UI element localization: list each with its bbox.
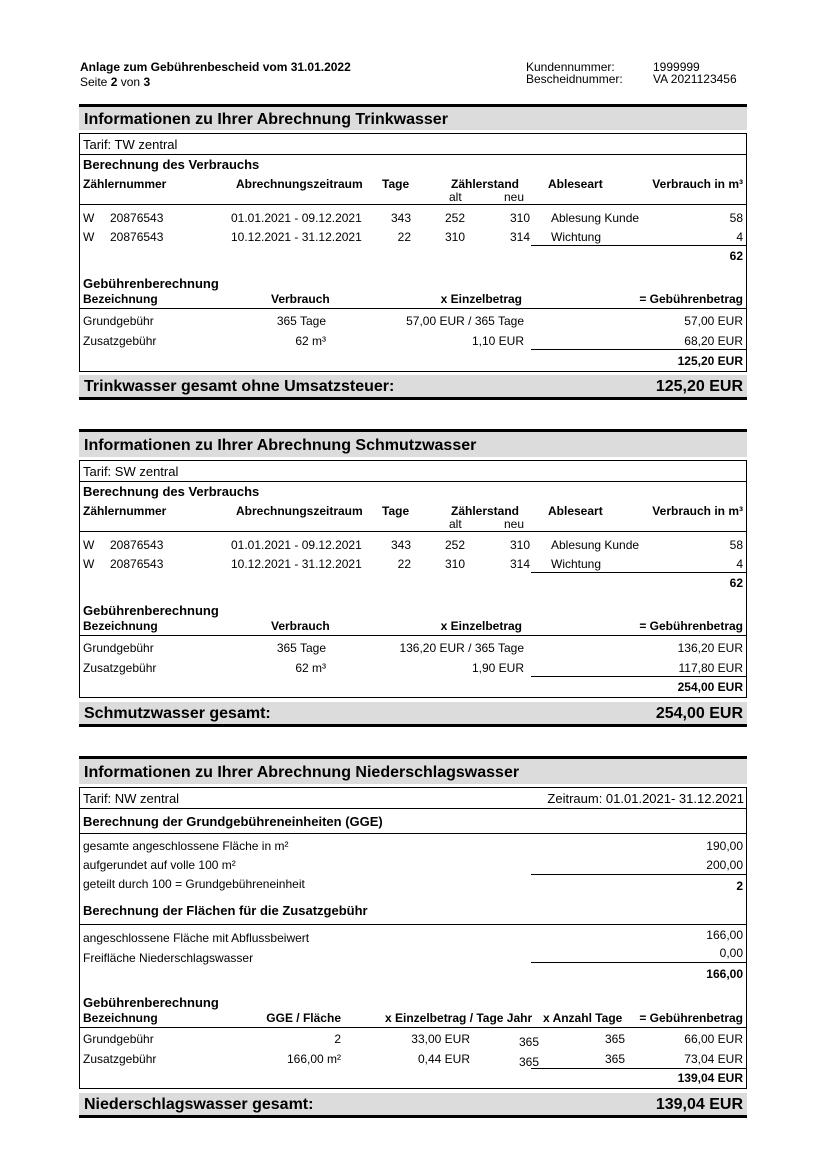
col-type-header: Ableseart <box>548 177 603 191</box>
total-bar-trinkwasser <box>79 375 747 400</box>
col-reading-header: Zählerstand <box>451 504 520 518</box>
row-new: 314 <box>509 557 530 571</box>
row-meter: 20876543 <box>110 557 164 571</box>
fee-usage: 62 m³ <box>295 661 326 675</box>
fee-unit: 57,00 EUR / 365 Tage <box>406 314 524 328</box>
tariff-label: Tarif: NW zentral <box>83 791 180 806</box>
fee-amount: 68,20 EUR <box>684 334 743 348</box>
row-usage: 4 <box>736 230 743 244</box>
fee-col-usage-header: Verbrauch <box>271 619 330 633</box>
fee-col-unit-header: x Einzelbetrag <box>440 619 522 633</box>
divider <box>79 204 747 205</box>
fee-amount: 57,00 EUR <box>684 314 743 328</box>
total-label: Niederschlagswasser gesamt: <box>84 1096 314 1113</box>
fee-total: 139,04 EUR <box>677 1071 743 1085</box>
fee-col-unit-header: x Einzelbetrag <box>440 292 522 306</box>
row-days: 343 <box>390 211 411 225</box>
fee-gge: 166,00 m² <box>286 1052 341 1066</box>
total-value: 254,00 EUR <box>655 705 743 722</box>
sum-line <box>531 245 746 246</box>
col-period-header: Abrechnungszeitraum <box>236 504 363 518</box>
usage-calc-title: Berechnung des Verbrauchs <box>83 484 260 499</box>
row-period: 10.12.2021 - 31.12.2021 <box>231 230 362 244</box>
row-usage: 4 <box>736 557 743 571</box>
section-header-niederschlagswasser <box>79 756 747 784</box>
fee-name: Grundgebühr <box>83 1032 154 1046</box>
fee-col-gge-header: GGE / Fläche <box>266 1011 341 1025</box>
row-kind: W <box>83 557 95 571</box>
fee-col-name-header: Bezeichnung <box>83 619 158 633</box>
area-total: 166,00 <box>706 967 743 981</box>
row-period: 01.01.2021 - 09.12.2021 <box>231 538 362 552</box>
sum-line <box>531 874 746 875</box>
fee-name: Zusatzgebühr <box>83 661 157 675</box>
gge-calc-title: Berechnung der Grundgebühreneinheiten (GGE) <box>83 814 383 829</box>
row-old: 310 <box>444 230 465 244</box>
col-usage-header: Verbrauch in m³ <box>652 177 743 191</box>
fee-amount: 117,80 EUR <box>678 661 743 675</box>
row-usage: 58 <box>729 538 743 552</box>
sum-line <box>531 962 746 963</box>
fee-total: 125,20 EUR <box>677 354 743 368</box>
sum-line <box>531 572 746 573</box>
row-new: 314 <box>509 230 530 244</box>
notice-number-value: VA 2021123456 <box>653 72 737 86</box>
section-title: Informationen zu Ihrer Abrechnung Trinkwasser <box>84 111 448 128</box>
row-new: 310 <box>509 538 530 552</box>
col-new-header: neu <box>504 517 525 531</box>
divider <box>79 154 747 155</box>
gge-value: 2 <box>736 879 743 893</box>
fee-gge: 2 <box>334 1032 341 1046</box>
row-type: Wichtung <box>551 230 602 244</box>
fee-unit: 1,90 EUR <box>471 661 524 675</box>
gge-label: gesamte angeschlossene Fläche in m² <box>83 839 289 853</box>
row-kind: W <box>83 538 95 552</box>
fee-col-name-header: Bezeichnung <box>83 292 158 306</box>
divider <box>79 833 747 834</box>
fee-amount: 66,00 EUR <box>684 1032 743 1046</box>
area-label: angeschlossene Fläche mit Abflussbeiwert <box>83 931 310 945</box>
fee-usage: 365 Tage <box>276 641 326 655</box>
col-new-header: neu <box>504 190 525 204</box>
row-meter: 20876543 <box>110 211 164 225</box>
row-period: 01.01.2021 - 09.12.2021 <box>231 211 362 225</box>
fee-unit: 33,00 EUR <box>411 1032 470 1046</box>
row-old: 310 <box>444 557 465 571</box>
page-prefix: Seite <box>80 75 108 89</box>
total-label: Trinkwasser gesamt ohne Umsatzsteuer: <box>84 378 395 395</box>
tariff-label: Tarif: SW zentral <box>83 464 179 479</box>
fee-unit: 1,10 EUR <box>471 334 524 348</box>
total-label: Schmutzwasser gesamt: <box>84 705 271 722</box>
col-meter-header: Zählernummer <box>83 177 167 191</box>
page-current: 2 <box>110 75 118 89</box>
fee-usage: 62 m³ <box>295 334 326 348</box>
row-type: Ablesung Kunde <box>551 538 640 552</box>
row-old: 252 <box>444 538 465 552</box>
area-value: 166,00 <box>706 928 743 942</box>
fee-amount: 73,04 EUR <box>684 1052 743 1066</box>
gge-label: geteilt durch 100 = Grundgebühreneinheit <box>83 877 305 891</box>
page-number <box>80 75 150 89</box>
row-days: 343 <box>390 538 411 552</box>
divider <box>79 481 747 482</box>
row-kind: W <box>83 230 95 244</box>
fee-col-days-header: x Anzahl Tage <box>543 1011 623 1025</box>
gge-label: aufgerundet auf volle 100 m² <box>83 858 236 872</box>
fee-unit: 136,20 EUR / 365 Tage <box>399 641 524 655</box>
fee-usage: 365 Tage <box>276 314 326 328</box>
section-header-trinkwasser <box>79 104 747 130</box>
total-value: 125,20 EUR <box>655 378 743 395</box>
col-reading-header: Zählerstand <box>451 177 520 191</box>
fee-days: 365 <box>604 1032 625 1046</box>
row-type: Wichtung <box>551 557 602 571</box>
area-label: Freifläche Niederschlagswasser <box>83 951 254 965</box>
row-meter: 20876543 <box>110 230 164 244</box>
col-days-header: Tage <box>382 504 410 518</box>
fee-name: Grundgebühr <box>83 314 154 328</box>
row-days: 22 <box>397 557 411 571</box>
fee-days: 365 <box>604 1052 625 1066</box>
gge-value: 200,00 <box>706 858 743 872</box>
sum-line <box>531 1068 746 1069</box>
fee-amount: 136,20 EUR <box>677 641 743 655</box>
period-label: Zeitraum: 01.01.2021- 31.12.2021 <box>547 791 744 806</box>
tariff-label: Tarif: TW zentral <box>83 137 178 152</box>
fee-col-amount-header: = Gebührenbetrag <box>639 1011 743 1025</box>
divider <box>79 1027 747 1028</box>
col-old-header: alt <box>449 190 462 204</box>
fee-name: Grundgebühr <box>83 641 154 655</box>
col-period-header: Abrechnungszeitraum <box>236 177 363 191</box>
fee-calc-title: Gebührenberechnung <box>83 995 219 1010</box>
divider <box>79 808 747 809</box>
section-header-schmutzwasser <box>79 429 747 457</box>
area-calc-title: Berechnung der Flächen für die Zusatzgebühr <box>83 903 368 918</box>
sum-line <box>531 676 746 677</box>
col-type-header: Ableseart <box>548 504 603 518</box>
notice-number-label: Bescheidnummer: <box>526 72 623 86</box>
usage-total: 62 <box>729 249 743 263</box>
col-meter-header: Zählernummer <box>83 504 167 518</box>
row-period: 10.12.2021 - 31.12.2021 <box>231 557 362 571</box>
usage-total: 62 <box>729 576 743 590</box>
fee-col-amount-header: = Gebührenbetrag <box>639 292 743 306</box>
fee-name: Zusatzgebühr <box>83 334 157 348</box>
row-type: Ablesung Kunde <box>551 211 640 225</box>
row-usage: 58 <box>729 211 743 225</box>
col-old-header: alt <box>449 517 462 531</box>
row-meter: 20876543 <box>110 538 164 552</box>
fee-unit: 0,44 EUR <box>417 1052 470 1066</box>
total-bar-schmutzwasser <box>79 702 747 727</box>
page-total: 3 <box>143 75 151 89</box>
fee-calc-title: Gebührenberechnung <box>83 276 219 291</box>
col-days-header: Tage <box>382 177 410 191</box>
fee-col-name-header: Bezeichnung <box>83 1011 158 1025</box>
fee-col-amount-header: = Gebührenbetrag <box>639 619 743 633</box>
divider <box>79 308 747 309</box>
fee-year-days: 365 <box>518 1035 539 1049</box>
row-new: 310 <box>509 211 530 225</box>
total-value: 139,04 EUR <box>655 1096 743 1113</box>
divider <box>79 924 747 925</box>
total-bar-niederschlagswasser <box>79 1093 747 1118</box>
row-old: 252 <box>444 211 465 225</box>
section-title: Informationen zu Ihrer Abrechnung Schmutzwasser <box>84 437 477 454</box>
gge-value: 190,00 <box>706 839 743 853</box>
row-kind: W <box>83 211 95 225</box>
area-value: 0,00 <box>719 946 743 960</box>
customer-number-value: 1999999 <box>653 60 700 74</box>
row-days: 22 <box>397 230 411 244</box>
section-title: Informationen zu Ihrer Abrechnung Niederschlagswasser <box>84 764 520 781</box>
fee-total: 254,00 EUR <box>677 680 743 694</box>
fee-year-days: 365 <box>518 1055 539 1069</box>
fee-col-unit-header: x Einzelbetrag / Tage Jahr <box>385 1011 533 1025</box>
fee-col-usage-header: Verbrauch <box>271 292 330 306</box>
usage-calc-title: Berechnung des Verbrauchs <box>83 157 260 172</box>
page-mid: von <box>120 75 141 89</box>
sum-line <box>531 349 746 350</box>
divider <box>79 531 747 532</box>
col-usage-header: Verbrauch in m³ <box>652 504 743 518</box>
fee-calc-title: Gebührenberechnung <box>83 603 219 618</box>
fee-name: Zusatzgebühr <box>83 1052 157 1066</box>
document-title: Anlage zum Gebührenbescheid vom 31.01.2022 <box>80 60 351 74</box>
divider <box>79 635 747 636</box>
customer-number-label: Kundennummer: <box>526 60 615 74</box>
